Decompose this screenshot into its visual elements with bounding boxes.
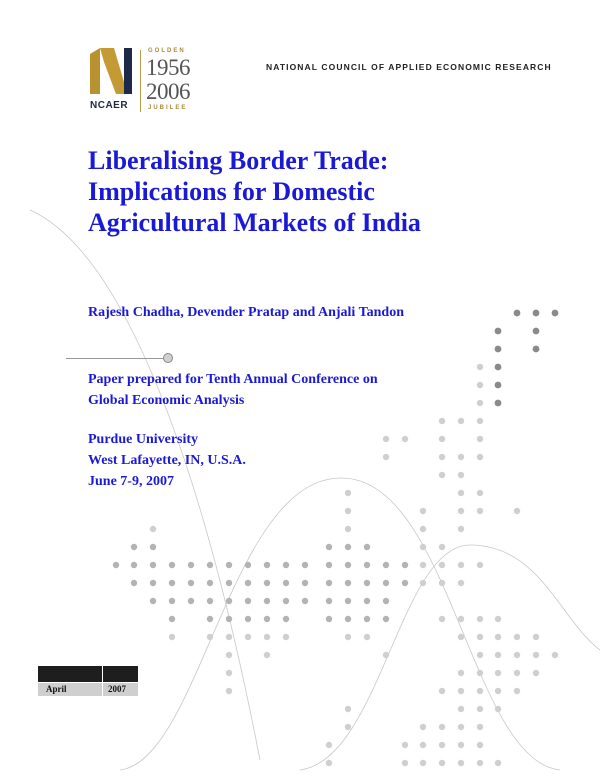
map-dot [383,454,389,460]
map-dot [150,562,156,568]
title-line: Implications for Domestic [88,177,375,206]
map-dot [420,562,426,568]
venue-dates: June 7-9, 2007 [88,474,174,489]
map-dot [169,562,175,568]
map-dot [364,562,370,568]
map-dot [402,562,408,568]
map-dot [495,706,501,712]
map-dot [477,382,483,388]
map-dot [477,706,483,712]
map-dot [514,508,520,514]
title-line: Liberalising Border Trade: [88,146,389,175]
map-dot [458,562,464,568]
map-dot [439,562,445,568]
map-dot [283,580,289,586]
map-dot [131,580,137,586]
map-dot [458,724,464,730]
map-dot [345,526,351,532]
map-dot [283,562,289,568]
map-dot [495,670,501,676]
map-dot [477,670,483,676]
map-dot [207,616,213,622]
map-dot [207,562,213,568]
map-dot [188,562,194,568]
map-dot [226,616,232,622]
map-dot [458,454,464,460]
map-dot [420,724,426,730]
map-dot [364,634,370,640]
map-dot [495,382,502,389]
map-dot [477,688,483,694]
map-dot [439,742,445,748]
map-dot [439,472,445,478]
map-dot [326,598,332,604]
map-dot [495,688,501,694]
map-dot [495,364,502,371]
map-dot [477,454,483,460]
paper-title [88,145,528,238]
conference-line: Global Economic Analysis [88,393,245,408]
venue-university: Purdue University [88,432,199,447]
venue-location: West Lafayette, IN, U.S.A. [88,453,246,468]
map-dot [439,688,445,694]
map-dot [439,616,445,622]
map-dot [420,544,426,550]
map-dot [226,670,232,676]
map-dot [439,580,445,586]
map-dot [533,634,539,640]
map-dot [495,328,502,335]
map-dot [477,652,483,658]
map-dot [245,616,251,622]
map-dot [439,544,445,550]
map-dot [383,616,389,622]
map-dot [495,634,501,640]
map-dot [113,562,119,568]
map-dot [207,634,213,640]
map-dot [477,490,483,496]
map-dot [514,634,520,640]
map-dot [326,562,332,568]
date-box-separator [102,666,103,696]
authors: Rajesh Chadha, Devender Pratap and Anjali Tandon [88,305,404,320]
map-dot [477,760,483,766]
map-dot [439,418,445,424]
map-dot [514,670,520,676]
map-dot [345,634,351,640]
map-dot [169,598,175,604]
bullet-circle-icon [163,353,173,363]
map-dot [477,616,483,622]
map-dot [533,310,540,317]
map-dot [283,616,289,622]
map-dot [402,760,408,766]
map-dot [458,688,464,694]
map-dot [458,742,464,748]
map-dot [514,688,520,694]
map-dot [514,652,520,658]
map-dot [245,580,251,586]
map-dot [495,400,502,407]
map-dot [345,724,351,730]
map-dot [458,706,464,712]
map-dot [169,616,175,622]
organization-name: NATIONAL COUNCIL OF APPLIED ECONOMIC RESEARCH [266,62,552,72]
logo-year-end: 2006 [146,79,190,104]
map-dot [383,652,389,658]
venue-block [88,429,246,492]
map-dot [188,598,194,604]
date-month: April [46,684,67,694]
map-dot [345,508,351,514]
map-dot [283,634,289,640]
map-dot [458,616,464,622]
map-dot [477,364,483,370]
map-dot [420,580,426,586]
map-dot [533,670,539,676]
logo-divider [140,50,141,112]
map-dot [458,580,464,586]
map-dot [345,562,351,568]
map-dot [383,598,389,604]
map-dot [477,400,483,406]
map-dot [420,526,426,532]
map-dot [264,634,270,640]
map-dot [514,310,521,317]
map-dot [169,580,175,586]
map-dot [477,508,483,514]
logo-year-start: 1956 [146,55,190,80]
logo-golden-label: GOLDEN [148,48,186,54]
map-dot [326,760,332,766]
map-dot [326,580,332,586]
map-dot [495,346,502,353]
date-box-top-bar [38,666,138,682]
map-dot [402,742,408,748]
map-dot [533,652,539,658]
bell-curve-left [120,478,560,770]
conference-note [88,369,378,411]
ncaer-golden-jubilee-logo [90,48,192,118]
map-dot [458,670,464,676]
map-dot [226,598,232,604]
map-dot [420,742,426,748]
map-dot [226,562,232,568]
map-dot [458,634,464,640]
map-dot [207,598,213,604]
map-dot [302,598,308,604]
map-dot [364,598,370,604]
map-dot [458,490,464,496]
map-dot [150,580,156,586]
logo-acronym: NCAER [90,100,129,111]
map-dot [458,418,464,424]
map-dot [245,634,251,640]
map-dot [439,454,445,460]
map-dot [302,562,308,568]
map-dot [131,562,137,568]
map-dot [477,436,483,442]
map-dot [495,760,501,766]
map-dot [458,508,464,514]
ncaer-emblem-icon [90,48,134,94]
map-dot [552,310,559,317]
map-dot [283,598,289,604]
map-dot [552,652,558,658]
map-dot [495,616,501,622]
map-dot [364,616,370,622]
map-dot [402,436,408,442]
map-dot [188,580,194,586]
map-dot [226,652,232,658]
map-dot [226,688,232,694]
map-dot [383,436,389,442]
bullet-line [66,358,166,359]
map-dot [439,760,445,766]
conference-line: Paper prepared for Tenth Annual Conference on [88,372,378,387]
map-dot [150,526,156,532]
title-line: Agricultural Markets of India [88,208,421,237]
map-dot [439,724,445,730]
map-dot [439,436,445,442]
map-dot [364,580,370,586]
map-dot [383,562,389,568]
map-dot [264,598,270,604]
logo-jubilee-label: JUBILEE [148,105,188,111]
map-dot [477,724,483,730]
map-dot [302,580,308,586]
map-dot [131,544,137,550]
map-dot [326,544,332,550]
map-dot [226,634,232,640]
map-dot [326,742,332,748]
map-dot [458,472,464,478]
map-dot [345,490,351,496]
map-dot [345,580,351,586]
map-dot [477,742,483,748]
map-dot [533,328,540,335]
map-dot [533,346,540,353]
map-dot [245,598,251,604]
map-dot [150,598,156,604]
map-dot [495,652,501,658]
map-dot [245,562,251,568]
map-dot [207,580,213,586]
map-dot [477,634,483,640]
map-dot [150,544,156,550]
map-dot [345,598,351,604]
publication-date-box [38,666,142,696]
date-year: 2007 [108,684,126,694]
map-dot [364,544,370,550]
map-dot [458,760,464,766]
map-dot [345,616,351,622]
map-dot [458,526,464,532]
map-dot [345,544,351,550]
map-dot [402,580,408,586]
map-dot [264,562,270,568]
map-dot [264,616,270,622]
map-dot [169,634,175,640]
map-dot [383,580,389,586]
map-dot [345,706,351,712]
map-dot [477,562,483,568]
map-dot [420,760,426,766]
map-dot [326,616,332,622]
map-dot [477,418,483,424]
map-dot [264,652,270,658]
map-dot [264,580,270,586]
map-dot [226,580,232,586]
map-dot [420,508,426,514]
